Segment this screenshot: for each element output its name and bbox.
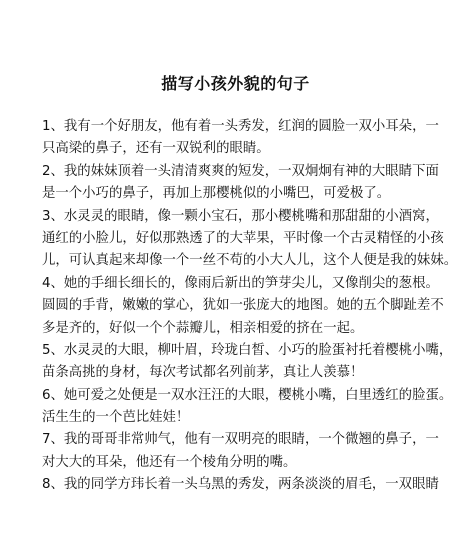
- text-line: 是一个小巧的鼻子，再加上那樱桃似的小嘴巴，可爱极了。: [42, 186, 391, 202]
- text-line: 圆圆的手背，嫩嫩的掌心，犹如一张庞大的地图。她的五个脚趾差不: [42, 298, 444, 314]
- text-line: 5、水灵灵的大眼，柳叶眉，玲珑白皙、小巧的脸蛋衬托着樱桃小嘴，: [42, 342, 453, 358]
- document-title: 描写小孩外貌的句子: [161, 74, 310, 93]
- text-line: 7、我的哥哥非常帅气，他有一双明亮的眼睛，一个微翘的鼻子，一: [42, 432, 439, 448]
- text-line: 1、我有一个好朋友，他有着一头秀发，红润的圆脸一双小耳朵，一: [42, 119, 439, 134]
- text-line: 活生生的一个芭比娃娃！: [42, 410, 190, 426]
- text-line: 通红的小脸儿，好似那熟透了的大苹果，平时像一个古灵精怪的小孩: [42, 230, 444, 246]
- text-line: 多是齐的，好似一个个蒜瓣儿，相亲相爱的挤在一起。: [42, 320, 364, 336]
- paragraph-2: [42, 161, 439, 206]
- paragraph-5: [42, 340, 453, 385]
- text-line: 苗条高挑的身材，每次考试都名列前茅，真让人羡慕！: [42, 365, 364, 381]
- text-line: 8、我的同学方玮长着一头乌黑的秀发，两条淡淡的眉毛，一双眼睛: [42, 477, 439, 493]
- text-line: 4、她的手细长细长的，像雨后新出的笋芽尖儿，又像削尖的葱根。: [42, 275, 439, 291]
- document-body: [42, 116, 458, 497]
- text-line: 3、水灵灵的眼睛，像一颗小宝石，那小樱桃嘴和那甜甜的小酒窝，: [42, 208, 439, 224]
- text-line: 儿，可认真起来却像一个一丝不苟的小大人儿，这个人便是我的妹妹。: [42, 253, 458, 269]
- text-line: 对大大的耳朵，他还有一个棱角分明的嘴。: [42, 454, 297, 470]
- text-line: 只高梁的鼻子，还有一双锐利的眼睛。: [42, 141, 270, 157]
- text-line: 6、她可爱之处便是一双水汪汪的大眼，樱桃小嘴，白里透红的脸蛋。: [42, 387, 453, 403]
- paragraph-3: [42, 206, 458, 273]
- paragraph-6: [42, 385, 453, 430]
- paragraph-1: [42, 116, 439, 161]
- text-line: 2、我的妹妹顶着一头清清爽爽的短发，一双炯炯有神的大眼睛下面: [42, 163, 439, 179]
- paragraph-7: [42, 429, 439, 474]
- paragraph-8: [42, 474, 439, 496]
- paragraph-4: [42, 273, 444, 340]
